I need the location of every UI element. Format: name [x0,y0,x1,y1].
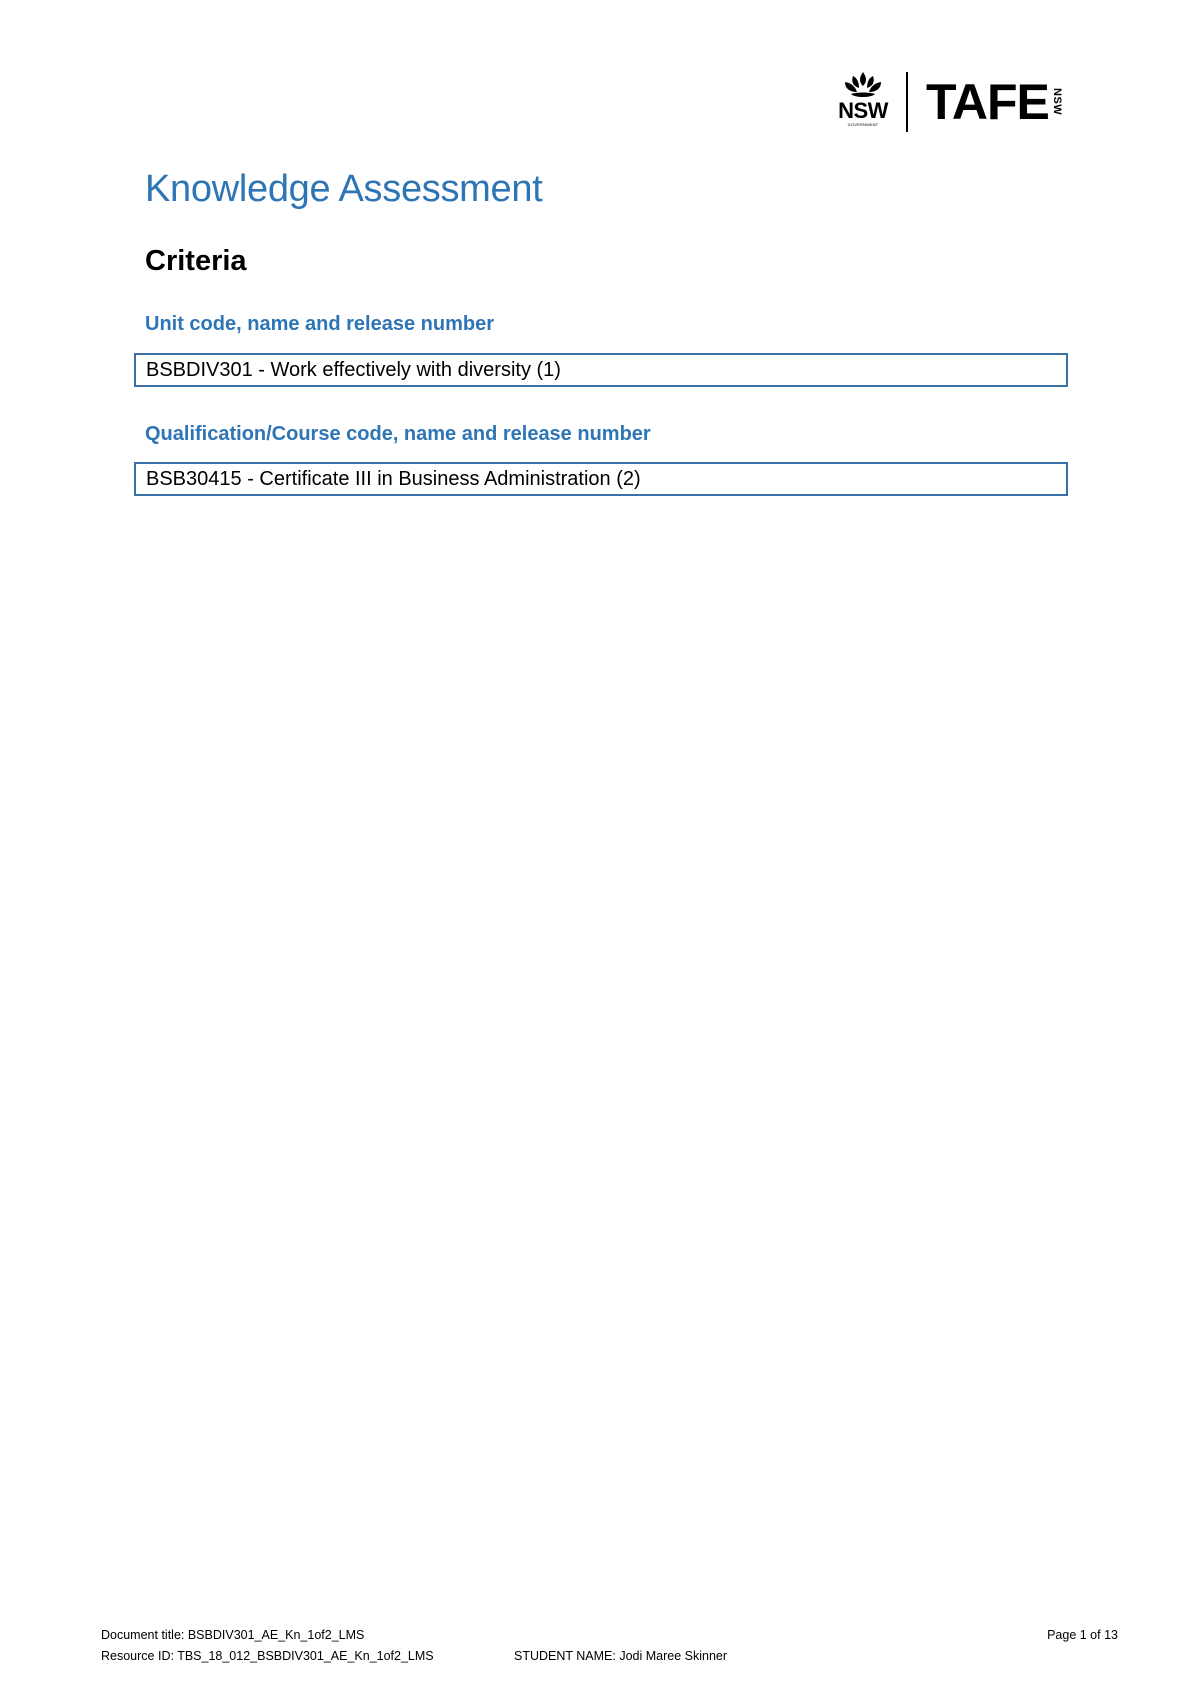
qualification-section-label: Qualification/Course code, name and release number [145,423,651,445]
tafe-wordmark: TAFE [926,74,1049,130]
tafe-nsw-vertical-text: NSW [1050,88,1063,116]
header-logos [832,70,1063,134]
waratah-icon [841,70,885,100]
page-title: Knowledge Assessment [145,168,543,210]
unit-value-box: BSBDIV301 - Work effectively with diversity (1) [134,353,1068,387]
criteria-heading: Criteria [145,245,247,277]
logo-divider [906,72,908,132]
unit-section-label: Unit code, name and release number [145,313,494,335]
nsw-wordmark: NSW [838,98,888,123]
footer-student-name: STUDENT NAME: Jodi Maree Skinner [514,1649,728,1663]
footer-document-title: Document title: BSBDIV301_AE_Kn_1of2_LMS [101,1628,365,1642]
footer-resource-id: Resource ID: TBS_18_012_BSBDIV301_AE_Kn_1of2_LMS [101,1649,434,1663]
footer-page-number: Page 1 of 13 [1047,1628,1118,1642]
nsw-subtext: GOVERNMENT [847,122,879,127]
qualification-value-box: BSB30415 - Certificate III in Business Administration (2) [134,462,1068,496]
nsw-government-logo [832,70,894,134]
